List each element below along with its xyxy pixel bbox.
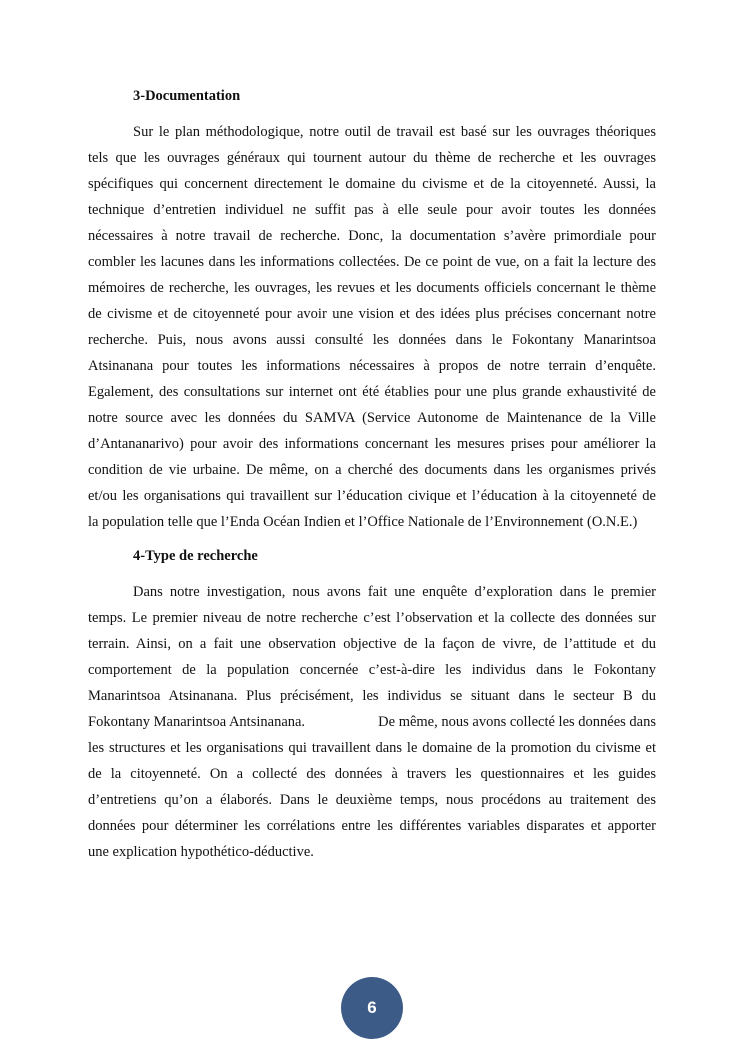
- text-line: condition de vie urbaine. De même, on a cherché des documents dans les organismes privés: [88, 462, 656, 478]
- text-line: spécifiques qui concernent directement le domaine du civisme et de la citoyenneté. Aussi, la: [88, 176, 656, 192]
- text-line: combler les lacunes dans les informations collectées. De ce point de vue, on a fait la lecture des: [88, 254, 656, 270]
- text-line: Atsinanana pour toutes les informations nécessaires à propos de notre terrain d’enquête.: [88, 358, 656, 374]
- text-line: Dans notre investigation, nous avons fait une enquête d’exploration dans le premier: [133, 584, 656, 600]
- text-line: technique d’entretien individuel ne suffit pas à elle seule pour avoir toutes les données: [88, 202, 656, 218]
- text-line: notre source avec les données du SAMVA (Service Autonome de Maintenance de la Ville: [88, 410, 656, 426]
- text-line: recherche. Puis, nous avons aussi consulté les données dans le Fokontany Manarintsoa: [88, 332, 656, 348]
- text-line: données pour déterminer les corrélations entre les différentes variables disparates et apporter: [88, 818, 656, 834]
- text-line: d’Antananarivo) pour avoir des informations concernant les mesures prises pour améliorer la: [88, 436, 656, 452]
- text-line: mémoires de recherche, les ouvrages, les revues et les documents officiels concernant le thème: [88, 280, 656, 296]
- page-number-badge: 6: [341, 977, 403, 1039]
- section-heading-type-de-recherche: 4-Type de recherche: [133, 548, 258, 564]
- text-line: comportement de la population concernée c’est-à-dire les individus dans le Fokontany: [88, 662, 656, 678]
- text-line: les structures et les organisations qui travaillent dans le domaine de la promotion du civisme et: [88, 740, 656, 756]
- text-line: de la citoyenneté. On a collecté des données à travers les questionnaires et les guides: [88, 766, 656, 782]
- text-line: terrain. Ainsi, on a fait une observation objective de la façon de vivre, de l’attitude et du: [88, 636, 656, 652]
- text-fragment: De même, nous avons collecté les données dans: [378, 714, 656, 730]
- text-line: [88, 709, 656, 735]
- text-line: temps. Le premier niveau de notre recherche c’est l’observation et la collecte des données sur: [88, 610, 656, 626]
- text-line: d’entretiens qu’on a élaborés. Dans le deuxième temps, nous procédons au traitement des: [88, 792, 656, 808]
- text-fragment: Fokontany Manarintsoa Antsinanana.: [88, 714, 306, 730]
- text-line: Sur le plan méthodologique, notre outil de travail est basé sur les ouvrages théoriques: [133, 124, 656, 140]
- text-line: nécessaires à notre travail de recherche. Donc, la documentation s’avère primordiale pour: [88, 228, 656, 244]
- paragraph-documentation: [88, 119, 656, 535]
- text-line: Manarintsoa Atsinanana. Plus précisément, les individus se situant dans le secteur B du: [88, 688, 656, 704]
- text-line: de civisme et de citoyenneté pour avoir une vision et des idées plus précises concernant notre: [88, 306, 656, 322]
- text-line: la population telle que l’Enda Océan Indien et l’Office Nationale de l’Environnement (O.N.E.): [88, 514, 638, 530]
- text-line: et/ou les organisations qui travaillent sur l’éducation civique et l’éducation à la citoyenneté de: [88, 488, 656, 504]
- text-line: une explication hypothético-déductive.: [88, 844, 314, 860]
- paragraph-type-de-recherche: [88, 579, 656, 865]
- text-line: Egalement, des consultations sur internet ont été établies pour une plus grande exhaustivité de: [88, 384, 656, 400]
- text-line: tels que les ouvrages généraux qui tournent autour du thème de recherche et les ouvrages: [88, 150, 656, 166]
- section-heading-documentation: 3-Documentation: [133, 88, 241, 104]
